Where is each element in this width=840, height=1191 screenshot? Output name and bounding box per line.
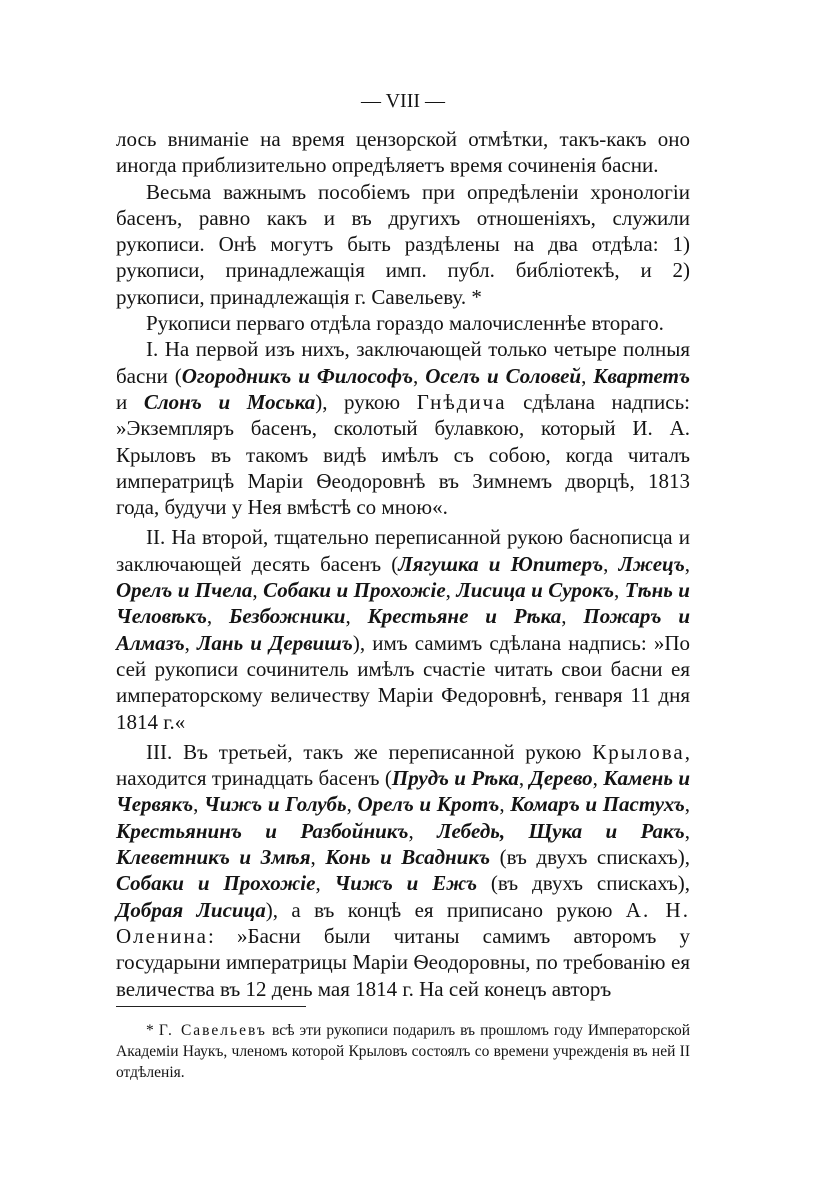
fable-title: Оселъ и Соловей — [425, 363, 582, 388]
fable-title: Тѣнь и Человѣкъ — [116, 578, 690, 629]
text-run: , — [684, 792, 691, 817]
fable-title: Камень и Червякъ — [116, 766, 691, 817]
text-run: ), имъ самимъ сдѣлана надпись: »По сей рукописи сочинитель имѣлъ счастіе читать свои басни ея императорскому величеству Маріи Федоровнѣ, генваря 11 дня 1814 г.« — [116, 630, 690, 734]
footnote-divider — [116, 1006, 306, 1007]
fable-title: Комаръ и Пастухъ — [510, 792, 685, 817]
fable-title: Дерево — [529, 766, 593, 791]
text-run: , — [408, 818, 438, 843]
fable-title: Пожаръ и Алмазъ — [116, 604, 691, 655]
fable-title: Крестьянинъ и Разбойникъ — [116, 818, 409, 843]
paragraph-manuscript-3 — [116, 739, 690, 1002]
person-name: Гнѣдича — [416, 389, 507, 414]
text-run: , — [445, 578, 457, 603]
page-number: — VIII — — [360, 90, 446, 112]
footnote — [116, 1020, 690, 1083]
text-run: , — [315, 871, 335, 896]
text-run: , — [206, 604, 230, 629]
paragraph-manuscript-1 — [116, 336, 690, 520]
text-run: , — [346, 792, 358, 817]
fable-title: Лебедь, Щука и Ракъ — [437, 818, 685, 843]
fable-title: Слонъ и Моська — [143, 389, 316, 414]
fable-title: Чижъ и Голубь — [204, 792, 347, 817]
fable-title: Орелъ и Пчела — [116, 578, 253, 603]
paragraph-manuscripts-intro: Весьма важнымъ пособіемъ при опредѣленіи хронологіи басенъ, равно какъ и въ другихъ отношеніяхъ, служили рукописи. Онѣ могутъ быть раздѣлены на два отдѣла: 1) рукописи, принадлежащія имп. публ. библіотекѣ, и 2) рукописи, принадлежащія г. Савельеву. * — [116, 179, 690, 309]
footnote-text — [116, 1020, 690, 1083]
fable-title: Орелъ и Кротъ — [357, 792, 500, 817]
text-run: , — [499, 792, 511, 817]
fable-title: Крестьяне и Рѣка — [367, 604, 562, 629]
fable-title: Собаки и Прохожіе — [263, 578, 446, 603]
text-run: , — [684, 551, 691, 576]
text-run: , — [310, 845, 326, 870]
book-page — [116, 88, 690, 1168]
text-run: III. Въ третьей, такъ же переписанной рукою — [146, 739, 593, 764]
text-run: , — [603, 551, 619, 576]
text-run: (въ двухъ спискахъ), — [477, 871, 691, 896]
text-run: , — [184, 630, 198, 655]
text-run: , — [193, 792, 205, 817]
fable-title: Добрая Лисица — [116, 897, 266, 922]
text-run: : »Басни были читаны самимъ авторомъ у государыни императрицы Маріи Ѳеодоровны, по требованію ея величества въ 12 день мая 1814 г. На сей конецъ авторъ — [116, 923, 690, 1001]
text-run: , — [614, 578, 625, 603]
paragraph-manuscript-2 — [116, 524, 690, 734]
paragraph-continuation: лось вниманіе на время цензорской отмѣтки, такъ-какъ оно иногда приблизительно опредѣляетъ время сочиненія басни. — [116, 127, 690, 178]
text-run: , — [413, 363, 426, 388]
fable-title: Лжецъ — [618, 551, 685, 576]
text-run: , — [581, 363, 594, 388]
fable-title: Квартетъ — [593, 363, 691, 388]
text-run: , — [592, 766, 604, 791]
fable-title: Собаки и Прохожіе — [116, 871, 316, 896]
text-run: II. На второй, тщательно переписанной рукою баснописца и заключающей десять басенъ ( — [116, 525, 690, 576]
text-run: I. На первой изъ нихъ, заключающей только четыре полныя басни ( — [116, 337, 690, 388]
text-run: , — [684, 818, 690, 843]
paragraph-first-section: Рукописи перваго отдѣла гораздо малочисленнѣе втораго. — [146, 311, 664, 336]
footnote-mark: * — [146, 1022, 154, 1039]
text-run: ), рукою — [315, 389, 417, 414]
fable-title: Лисица и Сурокъ — [456, 578, 615, 603]
fable-title: Конь и Всадникъ — [325, 845, 491, 870]
body-text — [116, 126, 690, 1002]
text-run: сдѣлана надпись: »Экземпляръ басенъ, сколотый булавкою, который И. А. Крыловъ въ такомъ видѣ имѣлъ съ собою, когда читалъ императрицѣ Маріи Ѳеодоровнѣ въ Зимнемъ дворцѣ, 1813 года, будучи у Нея вмѣстѣ со мною«. — [116, 389, 690, 520]
fable-title: Безбожники — [229, 604, 346, 629]
text-run: всѣ эти рукописи подарилъ въ прошломъ году Императорской Академіи Наукъ, членомъ которой Крыловъ состоялъ со времени учрежденія въ ней II отдѣленія. — [116, 1022, 691, 1081]
text-run: (въ двухъ спискахъ), — [490, 845, 690, 870]
text-run: , находится тринадцать басенъ ( — [116, 739, 690, 791]
person-name: Г. Савельевъ — [158, 1022, 267, 1039]
fable-title: Прудъ и Рѣка — [391, 766, 519, 791]
text-run: ), а въ концѣ ея приписано рукою — [265, 897, 626, 922]
fable-title: Клеветникъ и Змѣя — [116, 845, 311, 870]
fable-title: Огородникъ и Философъ — [181, 363, 414, 388]
fable-title: Лань и Дервишъ — [197, 630, 353, 655]
person-name: А. Н. Оленина — [116, 897, 690, 948]
text-run: , — [345, 604, 368, 629]
text-run: , — [561, 604, 584, 629]
text-run: , — [518, 766, 530, 791]
person-name: Крылова — [592, 739, 685, 764]
text-run: , — [252, 578, 264, 603]
fable-title: Чижъ и Ежъ — [334, 871, 478, 896]
text-run: и — [116, 389, 144, 414]
fable-title: Лягушка и Юпитеръ — [398, 551, 604, 576]
